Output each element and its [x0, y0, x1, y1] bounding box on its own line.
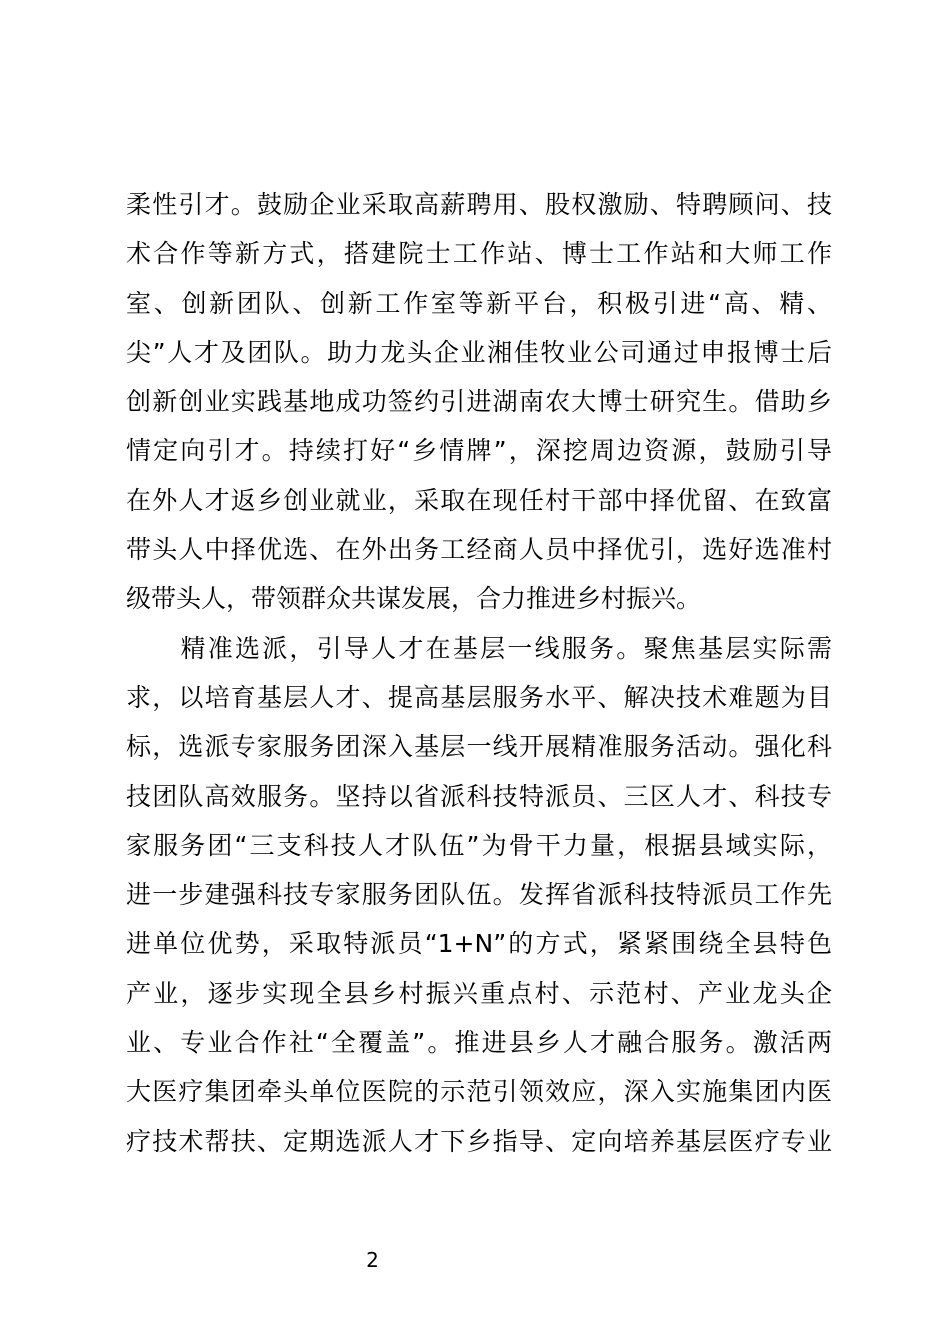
text-line: 术合作等新方式，搭建院士工作站、博士工作站和大师工作: [126, 239, 832, 269]
text-line: 精准选派，引导人才在基层一线服务。聚焦基层实际需: [126, 633, 832, 663]
text-line: 柔性引才。鼓励企业采取高薪聘用、股权激励、特聘顾问、技: [126, 190, 832, 219]
text-line: 室、创新团队、创新工作室等新平台，积极引进“高、精、: [126, 288, 832, 318]
text-line: 大医疗集团牵头单位医院的示范引领效应，深入实施集团内医: [126, 1077, 832, 1107]
text-line: 技团队高效服务。坚持以省派科技特派员、三区人才、科技专: [126, 781, 832, 811]
text-line: 标，选派专家服务团深入基层一线开展精准服务活动。强化科: [126, 732, 832, 762]
text-line: 业、专业合作社“全覆盖”。推进县乡人才融合服务。激活两: [126, 1028, 832, 1058]
text-line: 在外人才返乡创业就业，采取在现任村干部中择优留、在致富: [126, 485, 832, 515]
body-text: [126, 180, 832, 1166]
text-line: 尖”人才及团队。助力龙头企业湘佳牧业公司通过申报博士后: [126, 337, 832, 367]
text-line: 求，以培育基层人才、提高基层服务水平、解决技术难题为目: [126, 682, 832, 712]
page-number: 2: [366, 1248, 379, 1272]
text-line: 带头人中择优选、在外出务工经商人员中择优引，选好选准村: [126, 535, 832, 565]
text-line: 进单位优势，采取特派员“1+N”的方式，紧紧围绕全县特色: [126, 929, 832, 959]
text-line: 产业，逐步实现全县乡村振兴重点村、示范村、产业龙头企: [126, 978, 832, 1008]
text-line: 级带头人，带领群众共谋发展，合力推进乡村振兴。: [126, 584, 702, 614]
text-line: 进一步建强科技专家服务团队伍。发挥省派科技特派员工作先: [126, 880, 832, 910]
text-line: 情定向引才。持续打好“乡情牌”，深挖周边资源，鼓励引导: [126, 436, 832, 466]
text-line: 疗技术帮扶、定期选派人才下乡指导、定向培养基层医疗专业: [126, 1126, 832, 1156]
text-line: 家服务团“三支科技人才队伍”为骨干力量，根据县域实际，: [126, 830, 832, 860]
text-line: 创新创业实践基地成功签约引进湖南农大博士研究生。借助乡: [126, 387, 832, 417]
